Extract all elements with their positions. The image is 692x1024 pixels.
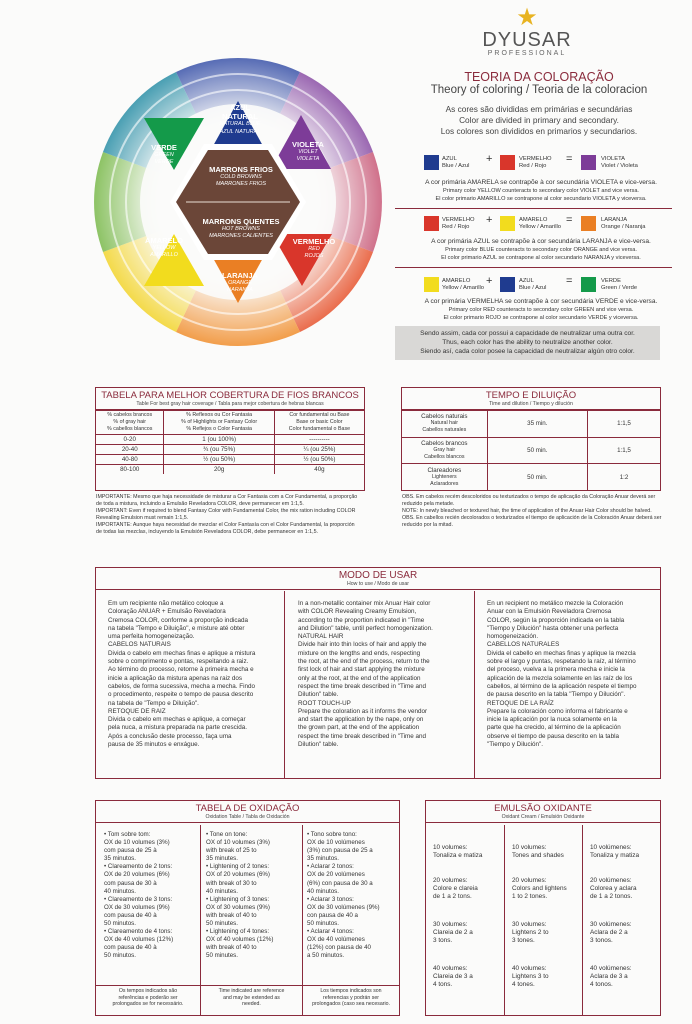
label-laranja: [214, 271, 266, 294]
equation-row: [420, 153, 670, 173]
oxid-line: with break of 40 to: [206, 911, 257, 919]
emul-line: 40 volúmenes:: [590, 965, 632, 972]
tempo-subtitle: Time and dilution / Tiempo y dilución: [402, 401, 660, 410]
modo-line: Em um recipiente não metálico coloque a: [108, 600, 224, 607]
modo-line: de pausa descrito en la tabla "Tiempo y Dilución".: [487, 691, 626, 699]
emul-line: Clareia de 2 a: [433, 929, 473, 936]
col-header: % Reflexos ou Cor Fantasia % of Highlights or Fantasy Color % Reflejos o Color Fantasia: [164, 411, 274, 435]
divider: [284, 591, 285, 779]
modo-line: del proceso, vuelva a la primera mecha e inicie la: [487, 666, 625, 674]
oxid-line: • Lightening of 2 tones:: [206, 863, 270, 871]
coverage-subtitle: Table For best gray hair coverage / Tabla para mejor cobertura de hebras blancas: [96, 401, 364, 410]
divider: [395, 208, 672, 209]
vermelho-sub1: RED: [308, 246, 320, 252]
oxid-line: OX de 40 volumes (12%): [104, 936, 174, 944]
modo-text-pt: [108, 600, 278, 749]
modo-line: ROOT TOUCH-UP: [298, 699, 351, 707]
emul-line: 4 tons.: [433, 981, 453, 988]
amarelo-sub1: YELLOW: [152, 245, 176, 251]
summary-box: [395, 326, 660, 360]
star-icon: ★: [516, 4, 538, 31]
modo-line: pela nuca, a mistura preparada na parte crescida.: [108, 724, 247, 732]
modo-line: Prepare la coloración como informa el fabricante e: [487, 707, 628, 715]
emul-cell: [512, 921, 584, 945]
oxid-line: 50 minutes.: [206, 952, 238, 960]
emul-cell: [590, 965, 662, 989]
modo-line: mixture on the lengths and ends, respecting: [298, 649, 421, 657]
plus-sign: +: [486, 153, 493, 165]
divider: [395, 267, 672, 268]
emul-cell: [590, 921, 662, 945]
modo-line: Ao término do processo, retorne à primeira mecha e: [108, 666, 254, 674]
theory-intro-pt: As cores são divididas em primárias e secundárias: [445, 104, 633, 114]
emul-line: 30 volumes:: [512, 921, 547, 928]
modo-line: and Dilution" table, until perfect homogenization.: [298, 624, 433, 632]
emul-cell: [433, 921, 505, 945]
swatch-red: [500, 155, 515, 170]
emul-line: 20 volumes:: [512, 877, 547, 884]
emul-line: 3 tonos.: [590, 937, 613, 944]
emul-cell: [512, 844, 584, 860]
oxid-line: OX de 10 volumes (3%): [104, 839, 170, 847]
plus-sign: +: [486, 214, 493, 226]
oxid-line: con pausa de 40 a: [307, 911, 358, 919]
modo-line: "Tiempo y Dilución" hasta obtener una perfecta: [487, 624, 619, 632]
oxid-line: com pausa de 30 à: [104, 879, 157, 887]
brand-subtitle: PROFESSIONAL: [487, 50, 567, 57]
oxid-line: (12%) con pausa de 40: [307, 944, 371, 952]
table-row: 80-100 20g 40g: [96, 465, 364, 475]
oxid-line: (3%) con pausa de 25 a: [307, 847, 373, 855]
emul-line: Tonaliza e matiza: [433, 852, 483, 859]
label-amarelo: [137, 236, 191, 259]
oxid-text-es: [307, 831, 399, 961]
modo-line: "Tiempo y Dilución".: [487, 741, 544, 749]
swatch-green: [581, 277, 596, 292]
quentes-sub2: MARRONES CALIENTES: [209, 233, 273, 239]
modo-line: inicie a aplicação da mistura apenas na raiz dos: [108, 674, 243, 682]
violeta-sub1: VIOLET: [298, 149, 318, 155]
modo-subtitle: How to use / Modo de usar: [96, 581, 660, 590]
modo-line: uma perfeita homogeneização.: [108, 633, 195, 641]
emul-line: 4 tonos.: [590, 981, 613, 988]
emul-line: 10 volúmenes:: [590, 844, 632, 851]
oxid-line: • Clareamento de 3 tons:: [104, 895, 173, 903]
swatch-yellow: [424, 277, 439, 292]
oxid-line: OX of 30 volumes (9%): [206, 903, 270, 911]
emul-line: Aclara de 2 a: [590, 929, 628, 936]
quentes-title: MARRONS QUENTES: [202, 217, 280, 226]
theory-intro-en: Color are divided in primary and secondary.: [459, 115, 619, 125]
emul-line: Aclara de 3 a: [590, 973, 628, 980]
eq-note: A cor primária AZUL se contrapõe à cor secundária LARANJA e vice-versa. Primary color BLUE counteracts to secondary color ORANGE and vice versa. El color primario AZUL se contrapone al color secundario NARANJA y viceversa.: [431, 238, 651, 261]
modo-line: Prepare the coloration as it informs the vendor: [298, 707, 428, 715]
oxid-line: • Aclarar 4 tonos:: [307, 928, 354, 936]
emul-line: de 1 a 2 tonos.: [590, 893, 633, 900]
oxid-line: OX de 10 volúmenes: [307, 839, 365, 847]
table-row: 40-80 ½ (ou 50%) ½ (ou 50%): [96, 455, 364, 465]
oxid-line: • Clareamento de 4 tons:: [104, 928, 173, 936]
modo-line: RETOQUE DE LA RAÍZ: [487, 699, 554, 707]
oxid-line: with break of 30 to: [206, 879, 257, 887]
emul-cell: [512, 965, 584, 989]
modo-line: COLOR, según la proporción indicada en la tabla: [487, 616, 625, 624]
brand-name: DYUSAR: [482, 29, 572, 51]
modo-line: respect the time break described in "Time and: [298, 682, 427, 690]
violeta-title: VIOLETA: [292, 140, 324, 149]
oxid-line: com pausa de 40 à: [104, 944, 157, 952]
eq-label-b: VERMELHO Red / Rojo: [519, 156, 552, 169]
modo-line: Após a conclusão deste processo, faça uma: [108, 732, 232, 740]
divider: [474, 591, 475, 779]
emul-line: Clareia de 3 a: [433, 973, 473, 980]
emul-line: 10 volumes:: [512, 844, 547, 851]
emul-line: Lightens 3 to: [512, 973, 549, 980]
swatch-violet: [581, 155, 596, 170]
verde-title: VERDE: [151, 143, 177, 152]
modo-line: pausa de 35 minutos e enxágue.: [108, 741, 200, 749]
equals-sign: =: [566, 214, 573, 226]
equation-row: [420, 214, 670, 234]
modo-line: Cremosa COLOR, conforme a proporção indicada: [108, 616, 248, 624]
table-header-row: [96, 411, 364, 435]
oxid-line: com pausa de 25 à: [104, 847, 157, 855]
col-header: % cabelos brancos % of gray hair % cabellos blancos: [96, 411, 164, 435]
tempo-label: Cabelos brancos Gray hair Cabellos blancos: [402, 437, 487, 464]
modo-line: Divida o cabelo em mechas finas e aplique a mistura: [108, 649, 256, 657]
tempo-table: [402, 410, 660, 490]
oxid-line: OX de 30 volumes (9%): [104, 903, 170, 911]
emul-line: Tonaliza y matiza: [590, 852, 640, 859]
eq-label-b: AMARELO Yellow / Amarillo: [519, 217, 561, 230]
modo-line: inicie la aplicación por la nuca solamente en la: [487, 716, 617, 724]
emul-line: Colore e clareia: [433, 885, 478, 892]
modo-line: Divida o cabelo em mechas e aplique, a começar: [108, 716, 246, 724]
color-wheel: [85, 52, 395, 352]
emul-subtitle: Oxidant Cream / Emulsión Oxidante: [426, 814, 660, 823]
emul-line: 3 tones.: [512, 937, 535, 944]
emul-line: 10 volumes:: [433, 844, 468, 851]
laranja-sub1: ORANGE: [228, 280, 252, 286]
modo-line: with COLOR Revealing Creamy Emulsion,: [298, 608, 417, 616]
table-row: 0-20 1 (ou 100%) ----------: [96, 435, 364, 445]
emul-cell: [590, 877, 662, 901]
tempo-label: Clareadores Lighteners Aclaradores: [402, 464, 487, 490]
modo-line: respect the time break described in "Time and: [298, 732, 427, 740]
label-quentes: [192, 217, 290, 240]
eq-label-a: AMARELO Yellow / Amarillo: [442, 278, 484, 291]
oxid-line: 35 minutos.: [307, 855, 339, 863]
label-violeta: [283, 140, 333, 163]
oxid-title: TABELA DE OXIDAÇÃO: [195, 803, 300, 814]
table-row: Cabelos brancos Gray hair Cabellos blancos 50 min. 1:1,5: [402, 437, 660, 464]
oxid-line: • Lightening of 4 tones:: [206, 928, 270, 936]
frios-sub2: MARRONES FRIOS: [215, 181, 267, 187]
oxid-line: OX of 40 volumes (12%): [206, 936, 274, 944]
modo-line: Dilution" table.: [298, 741, 339, 749]
verde-sub2: VERDE: [154, 159, 174, 165]
swatch-red: [424, 216, 439, 231]
modo-line: the grown part, at the end of the application: [298, 724, 420, 732]
azul-sub2: AZUL NATURAL: [219, 128, 261, 135]
divider: [95, 985, 400, 986]
modo-line: Coloração ANUAR + Emulsão Reveladora: [108, 608, 226, 616]
theory-subtitle: Theory of coloring / Teoria de la coloracion: [430, 84, 648, 96]
coverage-table-box: [95, 387, 365, 491]
coverage-title: TABELA PARA MELHOR COBERTURA DE FIOS BRANCOS: [101, 390, 359, 401]
modo-line: NATURAL HAIR: [298, 633, 344, 641]
modo-line: RETOQUE DE RAIZ: [108, 707, 166, 715]
oxid-line: OX of 20 volumes (6%): [206, 871, 270, 879]
tempo-box: [401, 387, 661, 491]
emul-line: 3 tons.: [433, 937, 453, 944]
azul-sub1: NATURAL BLUE: [219, 121, 261, 127]
tempo-label: Cabelos naturais Natural hair Cabellos naturales: [402, 411, 487, 438]
oxid-line: OX of 10 volumes (3%): [206, 839, 270, 847]
theory-intro-es: Los colores son divididos en primarios y secundarios.: [440, 126, 638, 136]
oxid-line: 40 minutes.: [206, 887, 238, 895]
modo-line: only at the root, at the end of the application: [298, 674, 421, 682]
oxid-line: • Tono sobre tono:: [307, 831, 357, 838]
modo-line: Dilution" table.: [298, 691, 339, 699]
oxid-line: OX de 40 volúmenes: [307, 936, 365, 944]
modo-line: and start the application by the nape, only on: [298, 716, 424, 724]
swatch-blue: [500, 277, 515, 292]
quentes-sub1: HOT BROWNS: [222, 226, 260, 232]
oxid-line: • Clareamento de 2 tons:: [104, 863, 173, 871]
table-row: 20-40 ¾ (ou 75%) ¼ (ou 25%): [96, 445, 364, 455]
col-header: Cor fundamental ou Base Base or basic Color Color fundamental o Base: [274, 411, 364, 435]
theory-title: TEORIA DA COLORAÇÃO: [464, 70, 614, 84]
oxid-subtitle: Oxidation Table / Tabla de Oxidación: [96, 814, 399, 823]
modo-line: first lock of hair and start applying the mixture: [298, 666, 425, 674]
amarelo-title: AMARELO: [145, 236, 183, 245]
emul-cell: [433, 877, 505, 901]
swatch-orange: [581, 216, 596, 231]
oxid-line: 50 minutos.: [307, 920, 339, 928]
oxid-line: (6%) con pausa de 30 a: [307, 879, 373, 887]
eq-note: A cor primária VERMELHA se contrapõe à cor secundária VERDE e vice-versa. Primary color RED counteracts to secondary color GREEN and vice versa. El color primario ROJO se contrapone al color secundario VERDE y viceversa.: [424, 298, 658, 321]
laranja-title: LARANJA: [222, 271, 258, 280]
emul-line: 30 volúmenes:: [590, 921, 632, 928]
coverage-table: [96, 410, 364, 474]
emul-line: de 1 a 2 tons.: [433, 893, 472, 900]
emul-cell: [512, 877, 584, 901]
modo-title: MODO DE USAR: [338, 570, 418, 581]
label-azul: [208, 103, 272, 136]
oxid-foot-en: Time indicated are reference and may be extended as needed.: [218, 988, 285, 1007]
emul-title: EMULSÃO OXIDANTE: [494, 803, 592, 814]
modo-line: cabelos, de forma sucessiva, mecha a mecha. Findo: [108, 682, 255, 690]
emul-line: 1 to 2 tones.: [512, 893, 548, 900]
oxid-foot-es: Los tiempos indicados son referencias y podrán ser prolongados (caso sea necesario.: [312, 988, 390, 1007]
oxid-line: 35 minutos.: [104, 855, 136, 863]
eq-label-a: VERMELHO Red / Rojo: [442, 217, 475, 230]
frios-title: MARRONS FRIOS: [209, 165, 273, 174]
emul-line: 20 volúmenes:: [590, 877, 632, 884]
modo-line: CABELOS NATURAIS: [108, 641, 171, 649]
oxid-foot-pt: Os tempos indicados são referências e poderão ser prolongados se for necessário.: [112, 988, 184, 1007]
emul-line: 4 tones.: [512, 981, 535, 988]
oxid-line: with break of 40 to: [206, 944, 257, 952]
eq-label-c: VERDE Green / Verde: [601, 278, 638, 291]
oxid-line: 50 minutos.: [104, 920, 136, 928]
modo-line: the root, at the end of the process, return to the: [298, 658, 430, 666]
modo-line: Divide hair into thin locks of hair and apply the: [298, 641, 427, 649]
tempo-title: TEMPO E DILUIÇÃO: [485, 390, 577, 401]
equation-row: [420, 275, 670, 295]
eq-label-c: VIOLETA Violet / Violeta: [601, 156, 638, 169]
emul-cell: [433, 844, 505, 860]
modo-line: na tabela "Tempo e Diluição", e misture até obter: [108, 624, 245, 632]
vermelho-title: VERMELHO: [292, 237, 336, 246]
oxid-line: 50 minutes.: [206, 920, 238, 928]
emul-cell: [590, 844, 662, 860]
oxid-line: • Aclarar 2 tonos:: [307, 863, 354, 871]
brand-logo: [472, 6, 582, 57]
violeta-sub2: VIOLETA: [296, 156, 320, 162]
emul-line: 20 volumes:: [433, 877, 468, 884]
table-row: Cabelos naturais Natural hair Cabellos naturales 35 min. 1:1,5: [402, 411, 660, 438]
emul-cell: [433, 965, 505, 989]
modo-line: Divida el cabello en mechas finas y aplique la mezcla: [487, 649, 636, 657]
label-frios: [196, 165, 286, 188]
coverage-notes: IMPORTANTE: Mesmo que haja necessidade de misturar a Cor Fantasia com a Cor Fundamental, a proporção de toda a mistura, incluindo a Emulsão Reveladora COLOR, deve permanecer em 1:1,5. IMPORTANT: Even if required to blend Fantasy Color with Fundamental Color, the mix ration including COLOR Revealing Emulsion must remain 1:1,5. IMPORTANTE: Aunque haya necesidad de mezclar el Color Fantasía con el Color Fundamental, la proporción de todas las mezclas, incluyendo la Emulsión Reveladora COLOR, debe permanecer en 1:1,5.: [96, 494, 358, 535]
oxid-line: 40 minutos.: [104, 887, 136, 895]
laranja-sub2: NARANJA: [227, 287, 253, 293]
modo-text-en: [298, 600, 468, 749]
modo-line: aplicación de la mezcla solamente en las raíz de los: [487, 674, 633, 682]
emul-line: Colors and lightens: [512, 885, 567, 892]
oxid-text-pt: [104, 831, 199, 961]
eq-note: A cor primária AMARELA se contrapõe à cor secundária VIOLETA e vice-versa. Primary color YELLOW counteracts to secondary color VIOLET and vice versa. El color primario AMARILLO se contrapone al color secundario VIOLETA y viceversa.: [425, 179, 657, 202]
modo-line: cabellos, al término de la aplicación respete el tiempo: [487, 682, 637, 690]
azul-title2: NATURAL: [222, 112, 258, 121]
table-row: Clareadores Lighteners Aclaradores 50 min. 1:2: [402, 464, 660, 490]
oxid-line: • Lightening of 3 tones:: [206, 895, 270, 903]
oxid-line: 50 minutos.: [104, 952, 136, 960]
tempo-notes: OBS. Em cabelos recém descoloridos ou texturizados o tempo de aplicação da Coloração Anuar deverá ser reduzido pela metade. NOTE: In newly bleached or textured hair, the time of application of the Anuar Hair Color should be halved. OBS. En cabellos recién decolorados o texturizados el tiempo de aplicación de la Coloración Anuar deberá ser reducido por la mitad.: [402, 494, 662, 528]
swatch-yellow: [500, 216, 515, 231]
modo-line: parte que ha crecido, al término de la aplicación: [487, 724, 621, 732]
emul-line: Colorea y aclara: [590, 885, 637, 892]
modo-line: homogeneización.: [487, 633, 539, 641]
vermelho-sub2: ROJOS: [304, 253, 324, 259]
modo-line: Anuar con la Emulsión Reveladora Cremosa: [487, 608, 612, 616]
oxid-line: 40 minutos.: [307, 887, 339, 895]
oxid-line: com pausa de 40 à: [104, 911, 157, 919]
emul-line: 40 volumes:: [512, 965, 547, 972]
oxid-line: • Tom sobre tom:: [104, 831, 151, 838]
summary-en: Thus, each color has the ability to neutralize another color.: [442, 339, 613, 346]
eq-label-a: AZUL Blue / Azul: [442, 156, 470, 169]
oxid-line: OX de 30 volúmenes (9%): [307, 903, 380, 911]
oxid-line: OX de 20 volumes (6%): [104, 871, 170, 879]
modo-line: o procedimento, respeite o tempo de pausa descrito: [108, 691, 254, 699]
oxid-line: • Tone on tone:: [206, 831, 248, 838]
azul-title: AZUL: [230, 103, 250, 112]
label-verde: [139, 143, 189, 166]
eq-label-c: LARANJA Orange / Naranja: [601, 217, 646, 230]
frios-sub1: COLD BROWNS: [220, 174, 262, 180]
emul-line: Lightens 2 to: [512, 929, 549, 936]
modo-line: In a non-metallic container mix Anuar Hair color: [298, 600, 431, 607]
modo-line: sobre o comprimento e pontas, respeitando a raiz.: [108, 658, 249, 666]
oxid-line: OX de 20 volúmenes: [307, 871, 365, 879]
oxid-line: with break of 25 to: [206, 847, 257, 855]
eq-label-b: AZUL Blue / Azul: [519, 278, 547, 291]
modo-line: CABELLOS NATURALES: [487, 641, 560, 649]
plus-sign: +: [486, 275, 493, 287]
oxid-line: 35 minutes.: [206, 855, 238, 863]
modo-line: En un recipient no metálico mezcle la Coloración: [487, 600, 624, 607]
oxid-line: a 50 minutos.: [307, 952, 345, 960]
equals-sign: =: [566, 153, 573, 165]
summary-pt: Sendo assim, cada cor possui a capacidade de neutralizar uma outra cor.: [420, 330, 635, 337]
modo-line: observe el tiempo de pausa descrito en la tabla: [487, 732, 619, 740]
emul-line: 40 volumes:: [433, 965, 468, 972]
swatch-blue: [424, 155, 439, 170]
emul-line: 30 volumes:: [433, 921, 468, 928]
amarelo-sub2: AMARILLO: [150, 252, 178, 258]
summary-es: Siendo así, cada color posee la capacidad de neutralizar algún otro color.: [420, 348, 635, 355]
oxid-line: • Aclarar 3 tonos:: [307, 895, 354, 903]
modo-line: according to the proportion indicated in "Time: [298, 616, 425, 624]
theory-section: [405, 70, 673, 137]
modo-text-es: [487, 600, 657, 749]
modo-line: sobre el largo y puntas, respetando la raíz, al término: [487, 658, 636, 666]
equals-sign: =: [566, 275, 573, 287]
verde-sub1: GREEN: [154, 152, 174, 158]
emul-line: Tones and shades: [512, 852, 564, 859]
label-vermelho: [287, 237, 341, 260]
modo-line: na tabela de "Tempo e Diluição".: [108, 699, 199, 707]
oxid-text-en: [206, 831, 301, 961]
